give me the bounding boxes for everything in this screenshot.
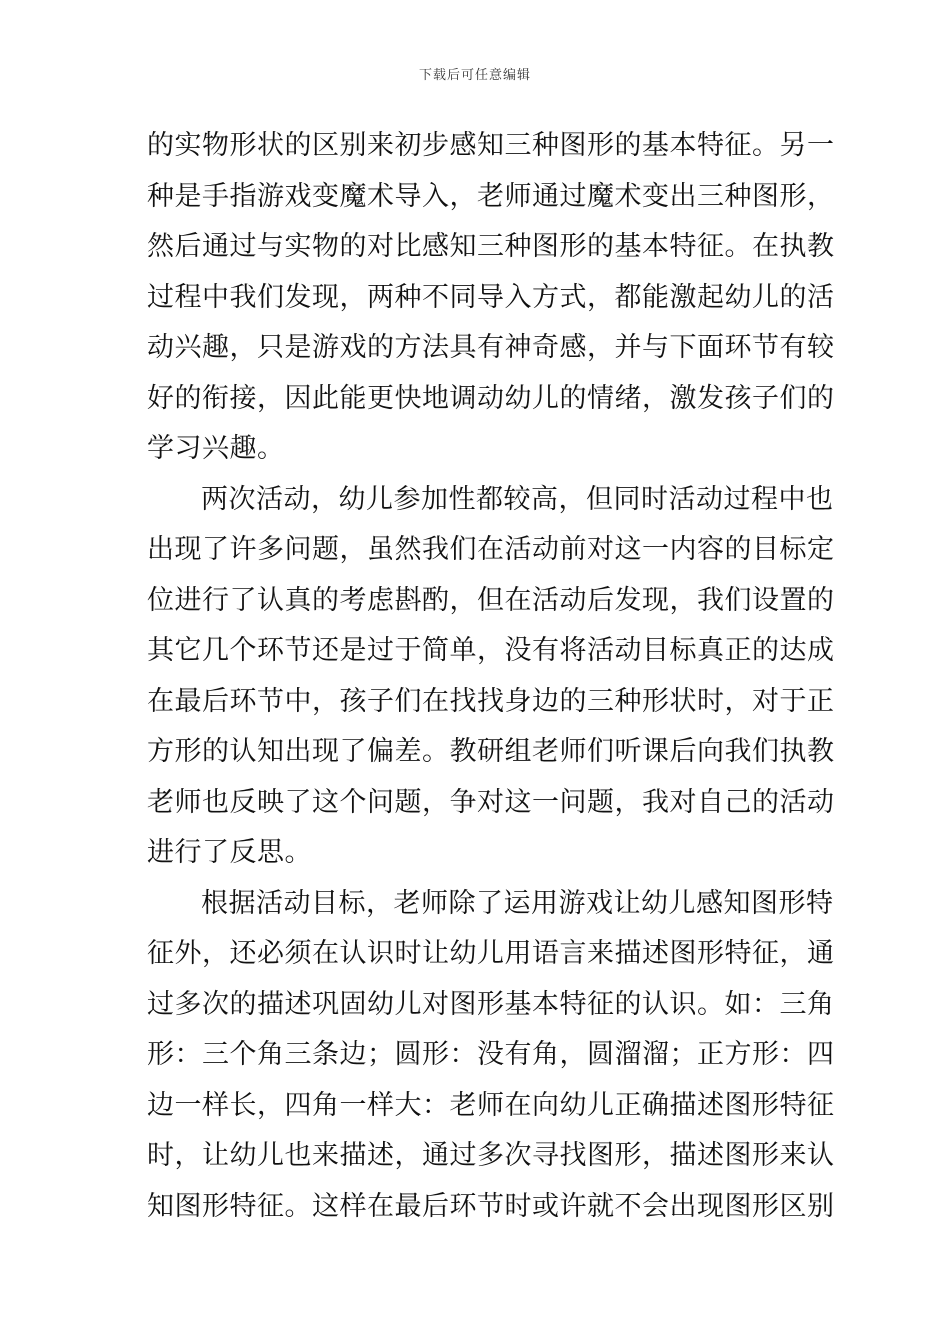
text-line: 两次活动，幼儿参加性都较高，但同时活动过程中也 <box>201 483 834 515</box>
text-line: 好的衔接，因此能更快地调动幼儿的情绪，激发孩子们的 <box>147 382 835 414</box>
text-line: 的实物形状的区别来初步感知三种图形的基本特征。另一 <box>147 130 835 161</box>
text-line: 方形的认知出现了偏差。教研组老师们听课后向我们执教 <box>147 736 835 767</box>
text-line: 动兴趣，只是游戏的方法具有神奇感，并与下面环节有较 <box>147 332 835 363</box>
text-line: 过程中我们发现，两种不同导入方式，都能激起幼儿的活 <box>147 281 835 313</box>
text-line: 形：三个角三条边；圆形：没有角，圆溜溜；正方形：四 <box>147 1039 835 1070</box>
text-line: 征外，还必须在认识时让幼儿用语言来描述图形特征，通 <box>147 938 835 969</box>
text-line: 然后通过与实物的对比感知三种图形的基本特征。在执教 <box>147 231 835 262</box>
text-line: 出现了许多问题，虽然我们在活动前对这一内容的目标定 <box>147 534 835 565</box>
text-line: 其它几个环节还是过于简单，没有将活动目标真正的达成 <box>147 635 835 666</box>
document-body <box>147 121 835 1232</box>
text-line: 位进行了认真的考虑斟酌，但在活动后发现，我们设置的 <box>147 584 835 616</box>
text-line: 进行了反思。 <box>147 837 312 868</box>
text-line: 过多次的描述巩固幼儿对图形基本特征的认识。如：三角 <box>147 988 835 1020</box>
text-line: 知图形特征。这样在最后环节时或许就不会出现图形区别 <box>147 1190 835 1222</box>
text-line: 学习兴趣。 <box>147 433 285 464</box>
text-line: 在最后环节中，孩子们在找找身边的三种形状时，对于正 <box>147 685 835 717</box>
text-line: 时，让幼儿也来描述，通过多次寻找图形，描述图形来认 <box>147 1140 835 1171</box>
text-line: 老师也反映了这个问题，争对这一问题，我对自己的活动 <box>147 786 835 818</box>
text-line: 种是手指游戏变魔术导入，老师通过魔术变出三种图形， <box>147 180 835 212</box>
text-line: 根据活动目标，老师除了运用游戏让幼儿感知图形特 <box>201 887 834 919</box>
text-line: 边一样长，四角一样大：老师在向幼儿正确描述图形特征 <box>147 1089 835 1121</box>
page-header: 下载后可任意编辑 <box>418 68 531 83</box>
